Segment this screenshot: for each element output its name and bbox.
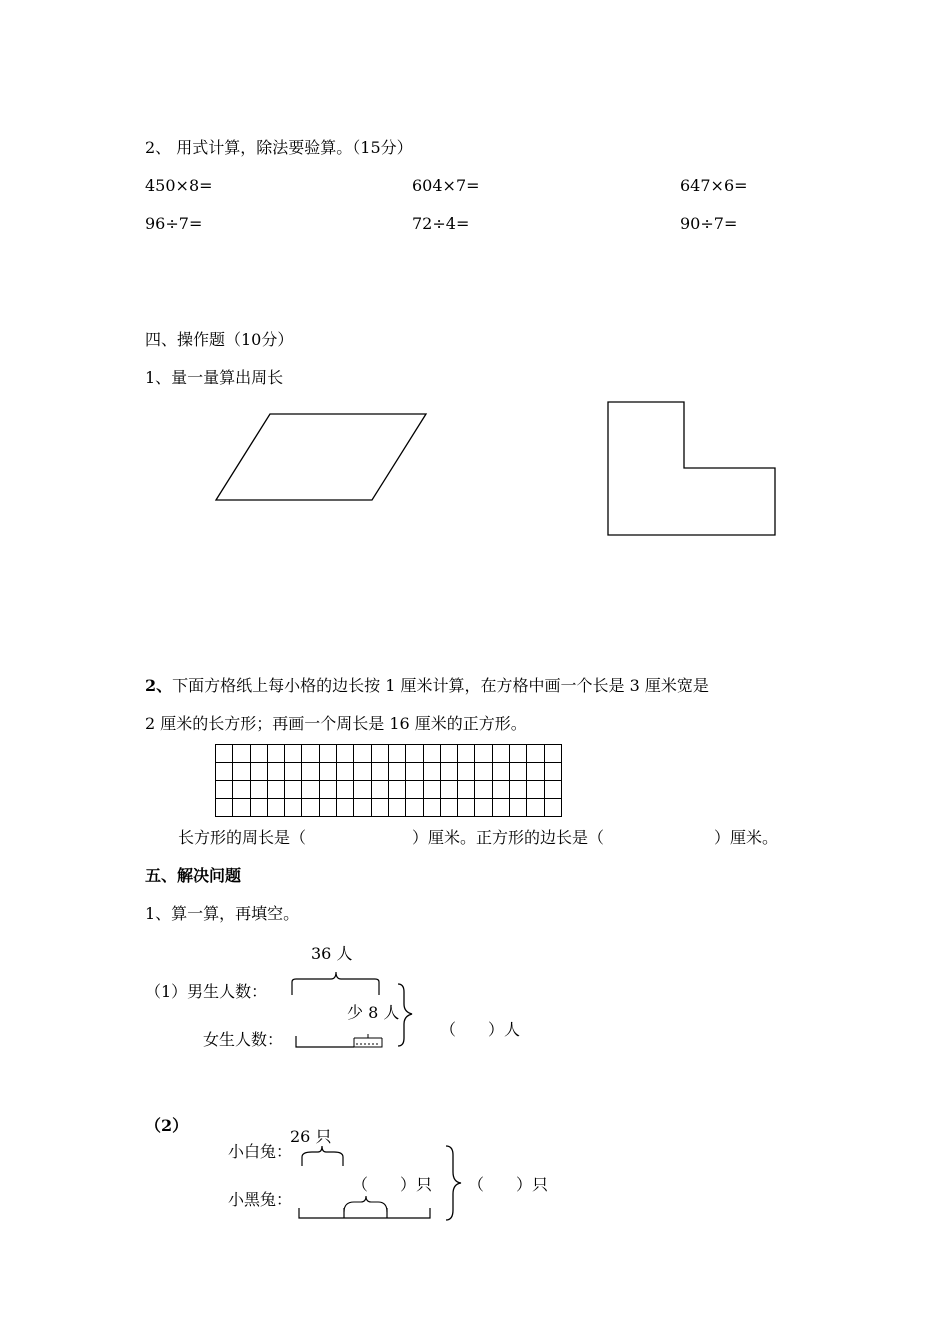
total-people-label: 36 人	[311, 944, 353, 963]
answer-rect-prefix: 长方形的周长是（	[178, 828, 307, 847]
problem-1-1: 450×8=	[145, 176, 213, 195]
girls-label: 女生人数：	[203, 1030, 284, 1049]
grid-paper[interactable]	[215, 744, 562, 817]
question-grid-draw	[145, 676, 709, 696]
black-mid-brace	[344, 1196, 387, 1212]
less-bracket	[354, 1034, 382, 1047]
parallelogram-shape	[216, 414, 426, 500]
sum-brace-1	[398, 984, 412, 1046]
answer-rect-suffix: ）厘米。正方形的边长是（	[412, 828, 605, 847]
question-grid-number: 2、	[145, 676, 173, 695]
black-bar	[299, 1208, 430, 1218]
white-brace	[302, 1146, 343, 1166]
total-brace	[292, 972, 379, 995]
section-title-calc: 2、 用式计算，除法要验算。（15分）	[145, 138, 413, 157]
sub-question-2: （2）	[145, 1116, 189, 1135]
answer-rabbits: （ ）只	[468, 1175, 549, 1194]
boys-label: （1）男生人数：	[145, 982, 268, 1001]
question-grid-line2: 2 厘米的长方形；再画一个周长是 16 厘米的正方形。	[145, 714, 527, 733]
less-label: 少 8 人	[347, 1003, 400, 1022]
white-count-label: 26 只	[290, 1127, 332, 1146]
problem-2-2: 72÷4=	[412, 214, 470, 233]
answer-square-suffix: ）厘米。	[714, 828, 779, 847]
problem-1-2: 604×7=	[412, 176, 480, 195]
question-grid-line1: 下面方格纸上每小格的边长按 1 厘米计算，在方格中画一个长是 3 厘米宽是	[172, 676, 709, 695]
sum-brace-2	[446, 1146, 461, 1220]
question-compute-fill: 1、算一算，再填空。	[145, 904, 300, 923]
girls-bar	[296, 1036, 354, 1047]
problem-1-3: 647×6=	[680, 176, 748, 195]
black-rabbit-label: 小黑兔：	[228, 1190, 293, 1209]
white-rabbit-label: 小白兔：	[228, 1142, 293, 1161]
l-shape	[608, 402, 775, 535]
section-title-operations: 四、操作题（10分）	[145, 330, 294, 349]
problem-2-3: 90÷7=	[680, 214, 738, 233]
black-mid-label: （ ）只	[352, 1175, 433, 1194]
problem-2-1: 96÷7=	[145, 214, 203, 233]
section-title-problems: 五、解决问题	[145, 866, 242, 885]
answer-people: （ ）人	[440, 1020, 521, 1039]
question-measure-perimeter: 1、量一量算出周长	[145, 368, 284, 387]
